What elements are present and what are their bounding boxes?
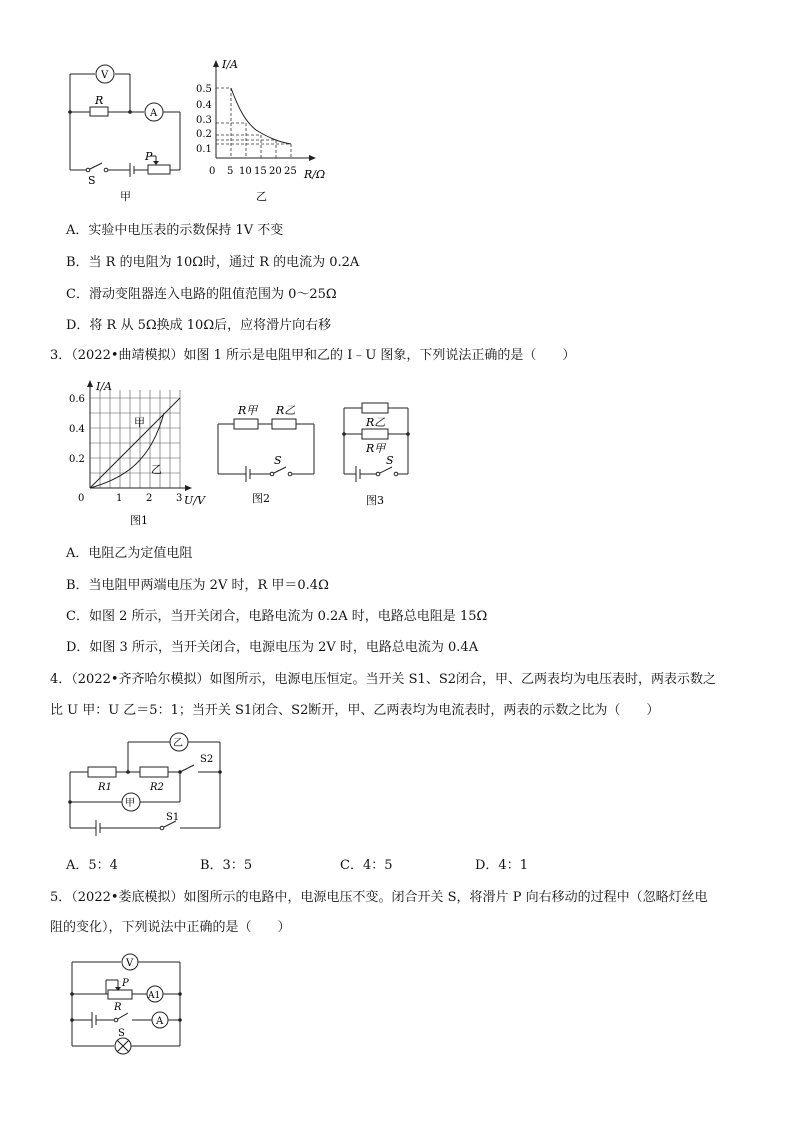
q4-option-a[interactable]: A．5：4 bbox=[66, 858, 118, 873]
q4-option-d[interactable]: D．4：1 bbox=[475, 858, 528, 873]
q4-stem-line1: 4．（2022•齐齐哈尔模拟）如图所示，电源电压恒定。当开关 S1、S2闭合，甲、乙两表均为电压表时，两表示数之 bbox=[50, 672, 717, 687]
fig1-ylabel: I/A bbox=[96, 380, 112, 393]
ytick: 0.4 bbox=[69, 424, 85, 435]
ytick: 0.1 bbox=[196, 144, 212, 155]
xtick: 15 bbox=[254, 166, 267, 177]
xtick: 10 bbox=[239, 166, 252, 177]
ammeter-label: A bbox=[156, 1016, 164, 1027]
voltmeter-label: V bbox=[101, 70, 109, 81]
q5-stem-line1: 5．（2022•娄底模拟）如图所示的电路中，电源电压不变。闭合开关 S，将滑片 P 向右移动的过程中（忽略灯丝电 bbox=[50, 890, 708, 905]
fig3-rbottom-label: R甲 bbox=[366, 442, 386, 455]
fig2-caption: 图2 bbox=[252, 492, 270, 505]
fig2-r1-label: R甲 bbox=[238, 404, 258, 417]
ammeter1-label: A1 bbox=[148, 991, 161, 1001]
ytick: 0.2 bbox=[196, 129, 212, 140]
q5-stem-line2: 阻的变化），下列说法中正确的是（ ） bbox=[50, 920, 291, 935]
fig-yi-caption: 乙 bbox=[256, 190, 267, 203]
r1-label: R1 bbox=[98, 782, 112, 793]
q4-stem-line2: 比 U 甲：U 乙＝5：1；当开关 S1闭合、S2断开，甲、乙两表均为电流表时，两表的示数之比为（ ） bbox=[50, 703, 660, 718]
q2-option-a[interactable]: A．实验中电压表的示数保持 1V 不变 bbox=[66, 223, 284, 238]
curve-jia-label: 甲 bbox=[134, 416, 145, 429]
ytick: 0.3 bbox=[196, 115, 212, 126]
voltmeter-label: V bbox=[126, 958, 134, 969]
q3-figure-2 bbox=[214, 402, 324, 512]
switch-label: S bbox=[118, 1028, 125, 1039]
q3-option-c[interactable]: C．如图 2 所示，当开关闭合，电路电流为 0.2A 时，电路总电阻是 15Ω bbox=[66, 609, 488, 624]
graph-xlabel: R/Ω bbox=[304, 168, 326, 181]
xtick: 2 bbox=[146, 493, 153, 504]
curve-yi-label: 乙 bbox=[151, 463, 162, 476]
xtick: 5 bbox=[227, 166, 234, 177]
meter-yi-label: 乙 bbox=[173, 738, 183, 749]
fig2-switch-label: S bbox=[274, 454, 282, 467]
xtick: 3 bbox=[176, 493, 183, 504]
fig-jia-caption: 甲 bbox=[120, 190, 131, 203]
q3-option-b[interactable]: B．当电阻甲两端电压为 2V 时，R 甲＝0.4Ω bbox=[66, 578, 329, 593]
fig3-rtop-label: R乙 bbox=[366, 416, 386, 429]
q4-circuit bbox=[62, 732, 232, 842]
xtick: 0 bbox=[209, 166, 216, 177]
switch-label: S bbox=[88, 174, 96, 187]
q2-option-b[interactable]: B．当 R 的电阻为 10Ω时，通过 R 的电流为 0.2A bbox=[66, 255, 360, 270]
q2-option-c[interactable]: C．滑动变阻器连入电路的阻值范围为 0～25Ω bbox=[66, 287, 337, 302]
xtick: 0 bbox=[78, 493, 85, 504]
fig3-switch-label: S bbox=[386, 454, 394, 467]
ytick: 0.4 bbox=[196, 100, 212, 111]
ytick: 0.2 bbox=[69, 454, 85, 465]
xtick: 25 bbox=[284, 166, 297, 177]
resistor-label: R bbox=[95, 94, 104, 107]
graph-ylabel: I/A bbox=[222, 58, 238, 71]
q4-option-b[interactable]: B．3：5 bbox=[200, 858, 253, 873]
ammeter-label: A bbox=[150, 108, 158, 119]
fig2-r2-label: R乙 bbox=[276, 404, 296, 417]
resistor-label: R bbox=[114, 1002, 122, 1013]
q4-option-c[interactable]: C．4：5 bbox=[340, 858, 393, 873]
xtick: 1 bbox=[116, 493, 123, 504]
q3-option-a[interactable]: A．电阻乙为定值电阻 bbox=[66, 546, 193, 561]
q2-option-d[interactable]: D．将 R 从 5Ω换成 10Ω后，应将滑片向右移 bbox=[66, 318, 332, 333]
q2-graph-yi bbox=[194, 58, 344, 208]
fig1-xlabel: U/V bbox=[184, 494, 205, 507]
q3-figure-1 bbox=[66, 380, 206, 530]
s1-label: S1 bbox=[166, 812, 180, 823]
q3-option-d[interactable]: D．如图 3 所示，当开关闭合，电源电压为 2V 时，电路总电流为 0.4A bbox=[66, 640, 479, 655]
ytick: 0.6 bbox=[69, 394, 85, 405]
xtick: 20 bbox=[269, 166, 282, 177]
meter-jia-label: 甲 bbox=[125, 798, 135, 809]
q3-figure-3 bbox=[338, 400, 428, 510]
fig1-caption: 图1 bbox=[130, 514, 148, 527]
ytick: 0.5 bbox=[196, 84, 212, 95]
r2-label: R2 bbox=[150, 782, 164, 793]
s2-label: S2 bbox=[200, 754, 214, 765]
slider-label: P bbox=[145, 150, 153, 163]
fig3-caption: 图3 bbox=[366, 494, 384, 507]
q3-stem: 3．（2022•曲靖模拟）如图 1 所示是电阻甲和乙的 I﹣U 图象，下列说法正确的是（ ） bbox=[50, 348, 576, 363]
q5-circuit bbox=[66, 950, 196, 1060]
slider-label: P bbox=[122, 978, 129, 989]
